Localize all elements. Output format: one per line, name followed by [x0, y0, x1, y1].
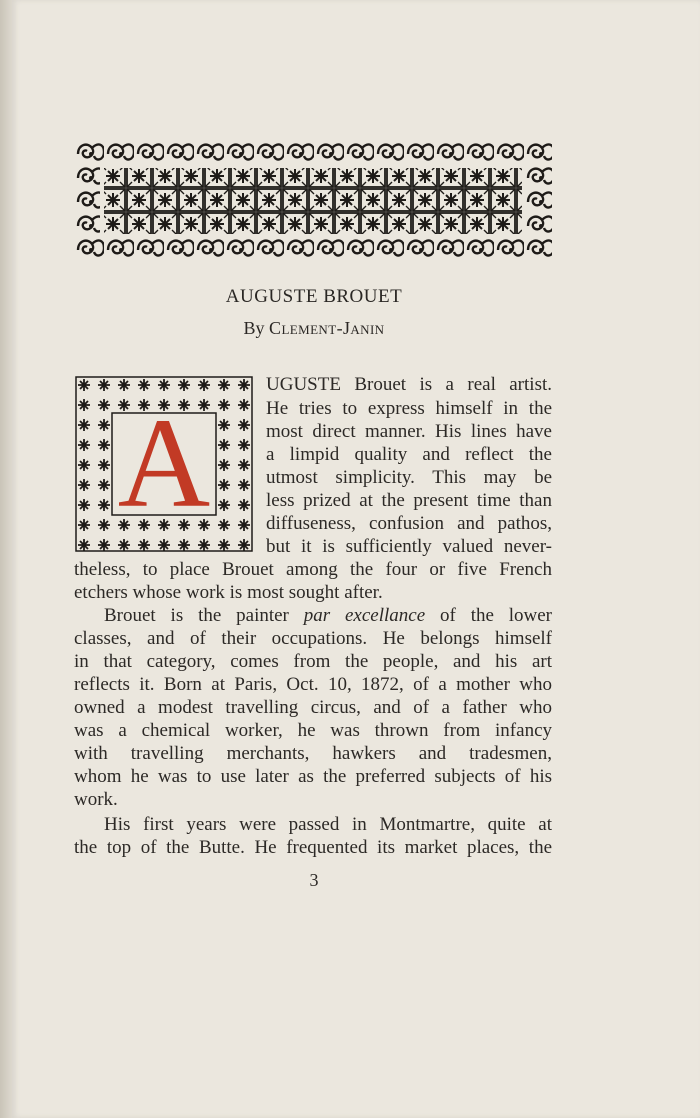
text-line: [104, 604, 552, 627]
text-line: His first years were passed in Montmartre, quite at: [104, 814, 552, 835]
text-line: but it is sufficiently valued never-: [266, 536, 552, 557]
text-run: of the lower: [440, 605, 553, 626]
byline-prefix: By: [243, 318, 265, 338]
drop-cap-frame: [74, 375, 254, 553]
text-line: UGUSTE Brouet is a real artist.: [266, 374, 552, 395]
book-gutter: [0, 0, 12, 1118]
text-line: was a chemical worker, he was thrown from infancy: [74, 720, 552, 741]
text-line: less prized at the present time than: [266, 490, 552, 511]
text-line: reflects it. Born at Paris, Oct. 10, 1872, of a mother who: [74, 674, 552, 695]
text-line: the top of the Butte. He frequented its market places, the: [74, 837, 552, 858]
article-title: AUGUSTE BROUET: [225, 286, 403, 307]
text-line: most direct manner. His lines have: [266, 421, 552, 442]
text-line: He tries to express himself in the: [266, 398, 552, 419]
text-line: theless, to place Brouet among the four or five French: [74, 559, 552, 580]
text-line: with travelling merchants, hawkers and tradesmen,: [74, 743, 552, 764]
book-page: [12, 0, 700, 1118]
byline-author: Clement-Janin: [269, 318, 385, 338]
text-line: utmost simplicity. This may be: [266, 467, 552, 488]
text-line: a limpid quality and reflect the: [266, 444, 552, 465]
italic-phrase: par excellance: [303, 605, 426, 626]
text-line: work.: [74, 789, 118, 810]
text-line: classes, and of their occupations. He belongs himself: [74, 628, 552, 649]
drop-cap-letter: A: [117, 392, 211, 534]
text-line: whom he was to use later as the preferred subjects of his: [74, 766, 552, 787]
text-line: in that category, comes from the people, and his art: [74, 651, 552, 672]
scroll-ornament-headpiece-icon: [74, 140, 552, 262]
page-number: 3: [309, 870, 319, 890]
text-line: etchers whose work is most sought after.: [74, 582, 383, 603]
article-byline: [12, 318, 616, 339]
text-run: Brouet is the painter: [104, 605, 289, 626]
text-line: owned a modest travelling circus, and of a father who: [74, 697, 552, 718]
text-line: diffuseness, confusion and pathos,: [266, 513, 552, 534]
